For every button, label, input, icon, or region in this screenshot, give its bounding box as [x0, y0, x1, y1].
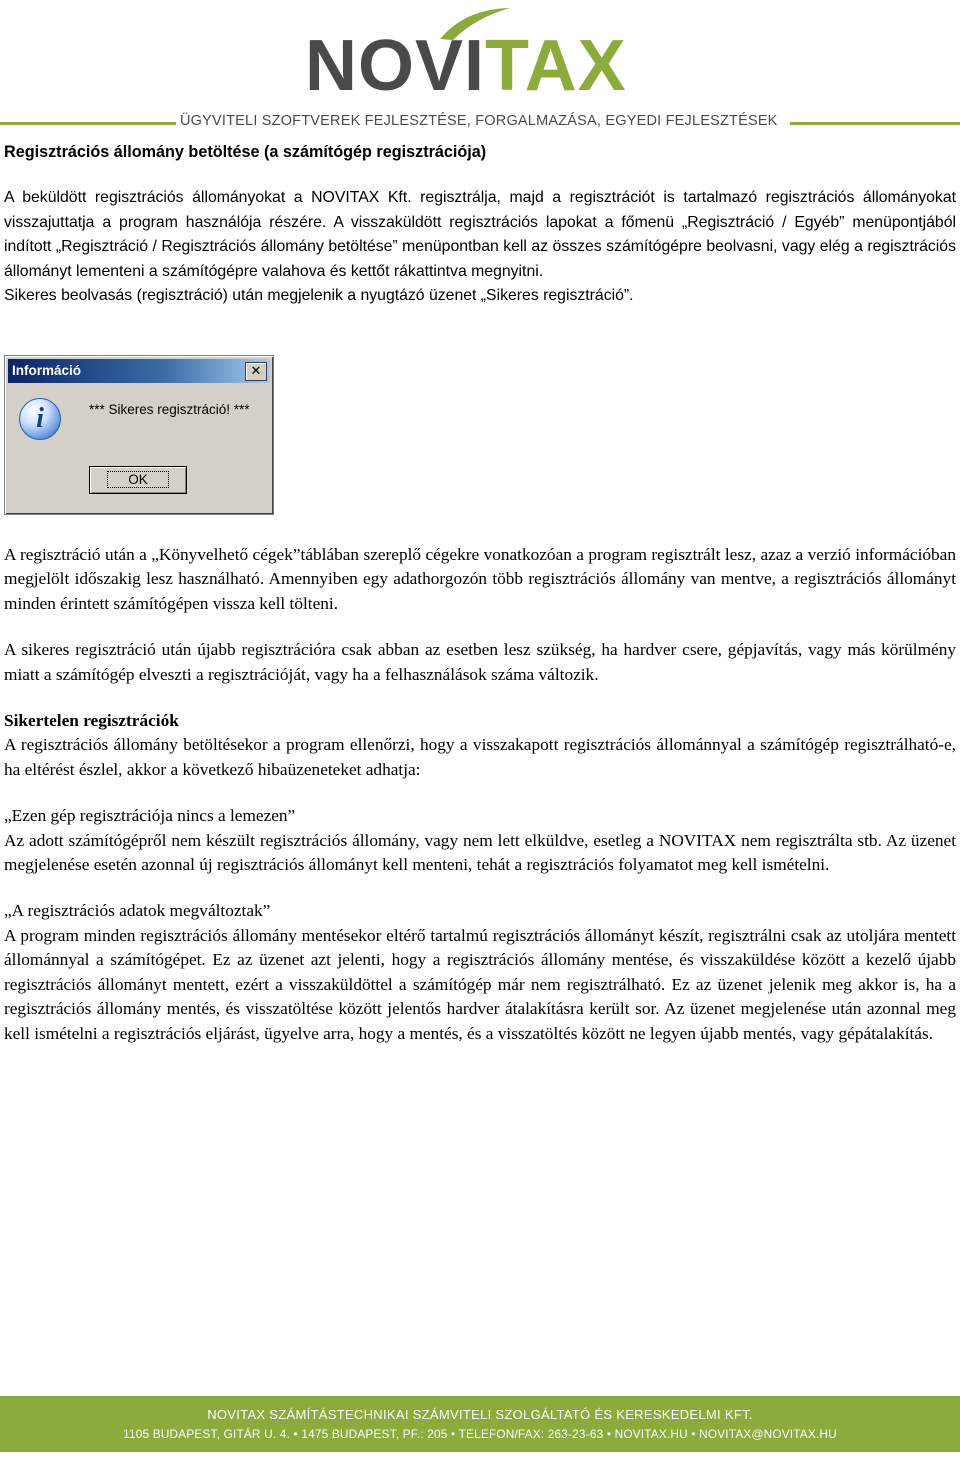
logo-part-tax: TAX	[485, 26, 627, 106]
company-tagline: ÜGYVITELI SZOFTVEREK FEJLESZTÉSE, FORGALMAZÁSA, EGYEDI FEJLESZTÉSEK	[176, 113, 782, 129]
document-body	[4, 135, 956, 308]
dialog-title: Információ	[12, 363, 82, 378]
failed-intro-paragraph: A regisztrációs állomány betöltésekor a program ellenőrzi, hogy a visszakapott regisztrációs állománnyal a számítógép regisztrálható-e, ha eltérést észlel, akkor a következő hibaüzeneteket adhatja:	[4, 735, 956, 779]
reregistration-paragraph: A sikeres regisztráció után újabb regisztrációra csak abban az esetben lesz szükség, ha hardver csere, gépjavítás, vagy más körülmény miatt a számítógép elveszti a regisztrációját, vagy ha a felhasználások száma változik.	[4, 640, 956, 684]
ok-button-label: OK	[108, 472, 168, 487]
error2-text: A program minden regisztrációs állomány mentésekor eltérő tartalmú regisztrációs állományt készít, regisztrálni csak az utoljára mentett állománnyal a számítógépet. Ez az üzenet azt jelenti, hogy a regisztrációs állomány mentése, és visszaküldése között a kezelő újabb regisztrációs állományt mentett, ezért a visszaküldöttel a számítógép már nem regisztrálható. Ez az üzenet jelenik meg akkor is, ha a regisztrációs állomány mentés, és visszatöltése között jelentős hardver átalakításra került sor. Az üzenet megjelenése után azonnal meg kell ismételni a regisztrációs eljárást, ügyelve arra, hogy a mentés, és a visszatöltés között ne legyen újabb mentés, vagy gépátalakítás.	[4, 925, 956, 1043]
info-dialog	[4, 355, 274, 515]
dialog-titlebar	[8, 359, 270, 383]
page-header	[0, 0, 960, 135]
footer-contact: 1105 BUDAPEST, GITÁR U. 4. • 1475 BUDAPEST, PF.: 205 • TELEFON/FAX: 263-23-63 • NOVITAX.HU • NOVITAX@NOVITAX.HU	[123, 1427, 837, 1441]
page-footer	[0, 1396, 960, 1452]
novitax-logo	[305, 8, 665, 106]
document-body-continued	[4, 543, 956, 1046]
success-paragraph: Sikeres beolvasás (regisztráció) után megjelenik a nyugtázó üzenet „Sikeres regisztráció”.	[4, 287, 634, 305]
info-icon: i	[19, 398, 61, 440]
tagline-rule-right	[790, 122, 960, 125]
dialog-message: *** Sikeres regisztráció! ***	[89, 402, 250, 417]
section-title-failed: Sikertelen regisztrációk	[4, 711, 179, 731]
tagline-rule-left	[0, 122, 180, 125]
document-title: Regisztrációs állomány betöltése (a számítógép regisztrációja)	[4, 143, 487, 161]
ok-button[interactable]	[89, 466, 187, 494]
tagline-row	[0, 113, 960, 133]
logo-wordmark	[305, 26, 627, 106]
footer-company-name: NOVITAX SZÁMÍTÁSTECHNIKAI SZÁMVITELI SZOLGÁLTATÓ ÉS KERESKEDELMI KFT.	[207, 1407, 753, 1422]
error1-text: Az adott számítógépről nem készült regisztrációs állomány, vagy nem lett elküldve, esetleg a NOVITAX nem regisztrálta stb. Az üzenet megjelenése esetén azonnal új regisztrációs állományt kell menteni, tehát a regisztrációs folyamatot meg kell ismételni.	[4, 830, 956, 875]
logo-part-novi: NOVI	[305, 26, 486, 106]
intro-paragraph: A beküldött regisztrációs állományokat a NOVITAX Kft. regisztrálja, majd a regisztrációt is tartalmazó regisztrációs állományokat visszajuttatja a program használója részére. A visszaküldött regisztrációs lapokat a főmenü „Regisztráció / Egyéb” menüpontjából indított „Regisztráció / Regisztrációs állomány betöltése” menüpontban kell az összes számítógépre beolvasni, vagy elég a regisztrációs állományt lementeni a számítógépre valahova és kettőt rákattintva megnyitni.	[4, 189, 956, 280]
error2-title: „A regisztrációs adatok megváltoztak”	[4, 901, 271, 921]
error1-title: „Ezen gép regisztrációja nincs a lemezen”	[4, 806, 296, 826]
registration-paragraph: A regisztráció után a „Könyvelhető cégek”táblában szereplő cégekre vonatkozóan a program regisztrált lesz, azaz a verzió információban megjelölt időszakig lesz használható. Amennyiben egy adathorgozón több regisztrációs állomány van mentve, a regisztrációs állományt minden érintett számítógépen vissza kell tölteni.	[4, 545, 956, 613]
close-icon[interactable]: ✕	[245, 362, 267, 381]
info-dialog-screenshot	[4, 355, 274, 517]
